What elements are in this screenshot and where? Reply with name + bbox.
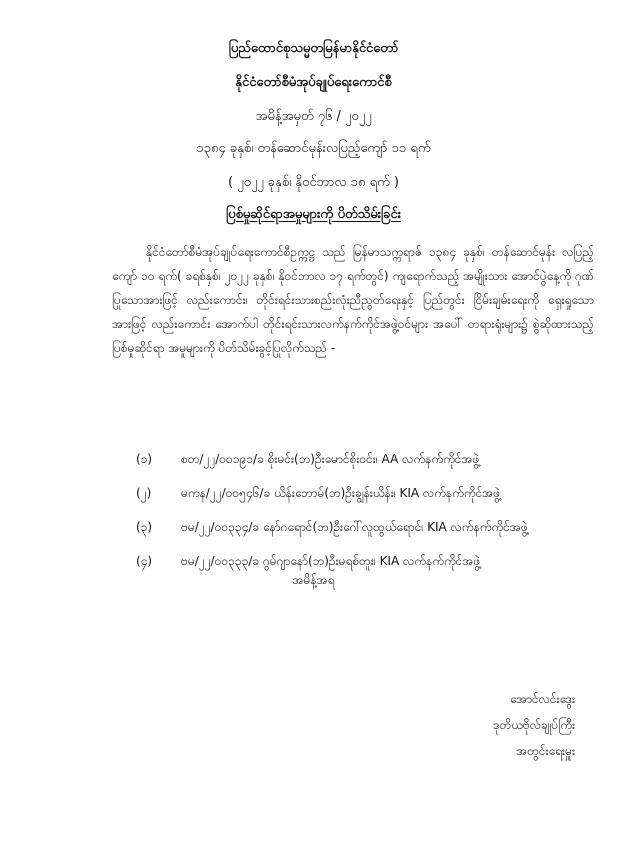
signatory-name: အောင်လင်းဒွေး — [510, 692, 575, 706]
myanmar-date: ၁၃၈၄ ခုနှစ်၊ တန်ဆောင်မုန်းလပြည့်ကျော် ၁၁ ရက် — [196, 141, 431, 156]
header-country-name: ပြည်ထောင်စုသမ္မတမြန်မာနိုင်ငံတော် — [228, 41, 399, 56]
list-item — [136, 518, 596, 552]
order-subject: ပြစ်မှုဆိုင်ရာအမှုများကို ပိတ်သိမ်းခြင်း — [225, 207, 402, 222]
item-text: ဗမ/၂၂/၀၀၃၃၃/ခ ဂွမ်ဂျာနော်(ဘ)ဦးမရစ်တူး၊ KIA လက်နက်ကိုင်အဖွဲ့ — [181, 554, 481, 568]
item-text: စတ/၂၂/၀၀၁၉၁/ခ စိုးမင်း(ဘ)ဦးမောင်စိုးဝင်း၊ AA လက်နက်ကိုင်အဖွဲ့ — [181, 452, 480, 466]
item-number: (၄) — [136, 554, 153, 568]
item-number: (၁) — [136, 452, 153, 466]
paragraph-text: နိုင်ငံတော်စီမံအုပ်ချုပ်ရေးကောင်စီဥက္ကဋ္ဌ သည် မြန်မာသက္ကရာဇ် ၁၃၈၄ ခုနှစ်၊ တန်ဆောင်မုန်း လပြည့်ကျော် ၁၀ ရက်( ခရစ်နှစ်၊ ၂၀၂၂ ခုနှစ်၊ နိုဝင်ဘာလ ၁၇ ရက်တွင်) ကျရောက်သည့် အမျိုးသား အောင်ပွဲနေ့ကို ဂုဏ်ပြုသောအားဖြင့် လည်းကောင်း၊ တိုင်းရင်းသားစည်းလုံးညီညွတ်ရေးနှင့် ပြည်တွင်း ငြိမ်းချမ်းရေးကို ရှေးရှုသောအားဖြင့် လည်းကောင်း အောက်ပါ တိုင်းရင်းသားလက်နက်ကိုင်အဖွဲ့ဝင်များ အပေါ် တရားရုံးများ၌ စွဲဆိုထားသည့် ပြစ်မှုဆိုင်ရာ အမှုများကို ပိတ်သိမ်းခွင့်ပြုလိုက်သည် - — [112, 245, 594, 355]
list-item — [136, 484, 596, 518]
list-item — [136, 450, 596, 484]
order-number: အမိန့်အမှတ် ၇၆ / ၂၀၂၂ — [255, 109, 372, 124]
item-number: (၃) — [136, 520, 153, 534]
signatory-title: အတွင်းရေးမှူး — [516, 744, 575, 758]
closing-by-order: အမိန့်အရ — [292, 573, 335, 587]
header-council-name: နိုင်ငံတော်စီမံအုပ်ချုပ်ရေးကောင်စီ — [235, 75, 392, 90]
gregorian-date: ( ၂၀၂၂ ခုနှစ်၊ နိုဝင်ဘာလ ၁၈ ရက် ) — [227, 175, 399, 190]
order-body-paragraph — [112, 240, 594, 360]
item-number: (၂) — [136, 486, 152, 500]
signatory-rank: ဒုတိယဗိုလ်ချုပ်ကြီး — [493, 718, 575, 732]
item-text: ဗမ/၂၂/၀၀၃၃၄/ခ နော်ဂရောင်(ဘ)ဦးဂေါ်လူထွယ်ရောင်၊ KIA လက်နက်ကိုင်အဖွဲ့ — [181, 520, 528, 534]
item-text: မကန/၂၂/၀၀၅၄၆/ခ ယိန်းဘောမ်(ဘ)ဦးချွန်းယိန်း၊ KIA လက်နက်ကိုင်အဖွဲ့ — [181, 486, 501, 500]
case-list — [136, 450, 596, 586]
